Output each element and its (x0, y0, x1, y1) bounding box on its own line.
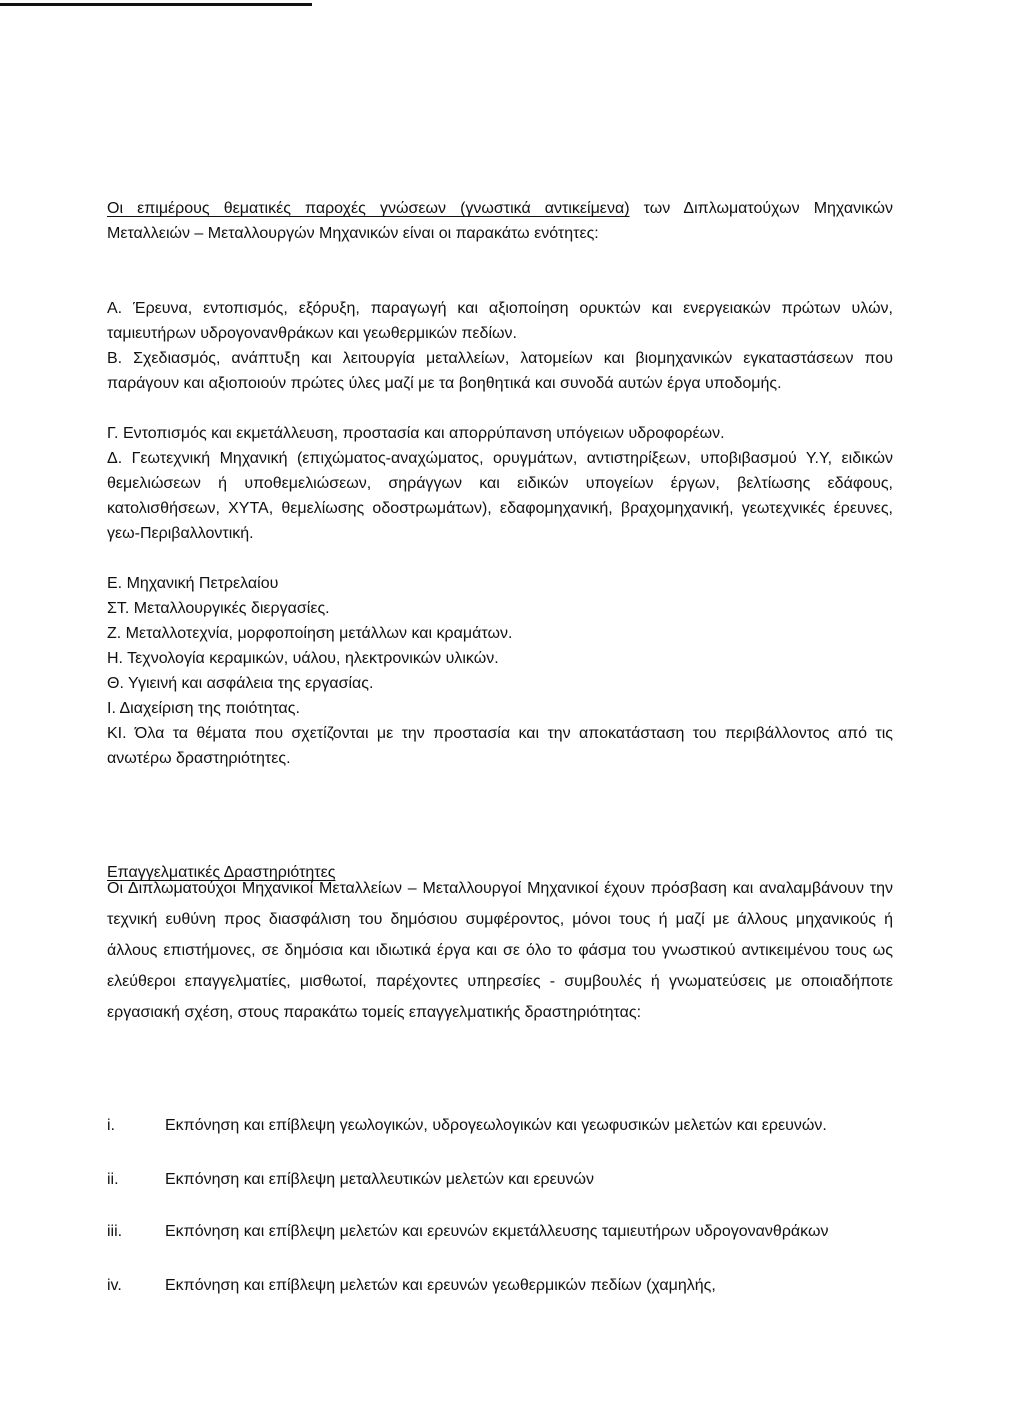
knowledge-item-a: Α. Έρευνα, εντοπισμός, εξόρυξη, παραγωγή και αξιοποίηση ορυκτών και ενεργειακών πρώτων υλών, ταμιευτήρων υδρογονανθράκων και γεωθερμικών πεδίων. (107, 300, 893, 342)
knowledge-item-d: Δ. Γεωτεχνική Μηχανική (επιχώματος-αναχώματος, ορυγμάτων, αντιστηρίξεων, υποβιβασμού Υ.Υ, ειδικών θεμελιώσεων ή υποθεμελιώσεων, σηράγγων και ειδικών υπογείων έργων, βελτίωσης εδάφους, κατολισθήσεων, ΧΥΤΑ, θεμελίωσης οδοστρωμάτων), εδαφομηχανική, βραχομηχανική, γεωτεχνικές έρευνες, γεω-Περιβαλλοντική. (107, 450, 893, 542)
activity-item-text: Εκπόνηση και επίβλεψη μελετών και ερευνών εκμετάλλευσης ταμιευτήρων υδρογονανθράκων (165, 1223, 829, 1240)
activity-item-ii (107, 1166, 893, 1193)
knowledge-item-st: ΣΤ. Μεταλλουργικές διεργασίες. (107, 600, 330, 617)
knowledge-item-z: Ζ. Μεταλλοτεχνία, μορφοποίηση μετάλλων και κραμάτων. (107, 625, 513, 642)
top-rule (0, 3, 312, 6)
activity-item-text: Εκπόνηση και επίβλεψη μελετών και ερευνών γεωθερμικών πεδίων (χαμηλής, (165, 1277, 716, 1294)
activity-item-number: i. (107, 1117, 115, 1134)
professional-activities-intro: Οι Διπλωματούχοι Μηχανικοί Μεταλλείων – Μεταλλουργοί Μηχανικοί έχουν πρόσβαση και αναλαμβάνουν την τεχνική ευθύνη προς διασφάλιση του δημόσιου συμφέροντος, μόνοι τους ή μαζί με άλλους μηχανικούς ή άλλους επιστήμονες, σε δημόσια και ιδιωτικά έργα και σε όλο το φάσμα του γνωστικού αντικειμένου τους ως ελεύθεροι επαγγελματίες, μισθωτοί, παρέχοντες υπηρεσίες - συμβουλές ή γνωματεύσεις με οποιαδήποτε εργασιακή σχέση, στους παρακάτω τομείς επαγγελματικής δραστηριότητας: (107, 880, 893, 1021)
knowledge-areas-intro-text: των Διπλωματούχων Μηχανικών Μεταλλειών – Μεταλλουργών Μηχανικών είναι οι παρακάτω ενότητες: (107, 200, 893, 242)
activity-item-text: Εκπόνηση και επίβλεψη γεωλογικών, υδρογεωλογικών και γεωφυσικών μελετών και ερευνών. (165, 1117, 827, 1134)
activity-item-iv (107, 1272, 893, 1299)
knowledge-item-b: Β. Σχεδιασμός, ανάπτυξη και λειτουργία μεταλλείων, λατομείων και βιομηχανικών εγκαταστάσεων που παράγουν και αξιοποιούν πρώτες ύλες μαζί με τα βοηθητικά και συνοδά αυτών έργα υποδομής. (107, 350, 893, 392)
activity-item-number: iv. (107, 1277, 122, 1294)
knowledge-item-h: Η. Τεχνολογία κεραμικών, υάλου, ηλεκτρονικών υλικών. (107, 650, 499, 667)
activity-item-text: Εκπόνηση και επίβλεψη μεταλλευτικών μελετών και ερευνών (165, 1171, 594, 1188)
knowledge-item-e: Ε. Μηχανική Πετρελαίου (107, 575, 279, 592)
knowledge-areas-title: Οι επιμέρους θεματικές παροχές γνώσεων (γνωστικά αντικείμενα) (107, 200, 630, 217)
knowledge-areas-intro (107, 196, 893, 246)
knowledge-item-c: Γ. Εντοπισμός και εκμετάλλευση, προστασία και απορρύπανση υπόγειων υδροφορέων. (107, 425, 725, 442)
activity-item-iii (107, 1218, 893, 1245)
activity-item-number: iii. (107, 1223, 123, 1240)
activity-item-number: ii. (107, 1171, 119, 1188)
knowledge-item-i: Ι. Διαχείριση της ποιότητας. (107, 700, 300, 717)
activity-item-i (107, 1112, 893, 1139)
professional-activities-heading: Επαγγελματικές Δραστηριότητες (107, 864, 336, 881)
knowledge-item-th: Θ. Υγιεινή και ασφάλεια της εργασίας. (107, 675, 374, 692)
knowledge-item-ki: ΚΙ. Όλα τα θέματα που σχετίζονται με την προστασία και την αποκατάσταση του περιβάλλοντος από τις ανωτέρω δραστηριότητες. (107, 725, 893, 767)
